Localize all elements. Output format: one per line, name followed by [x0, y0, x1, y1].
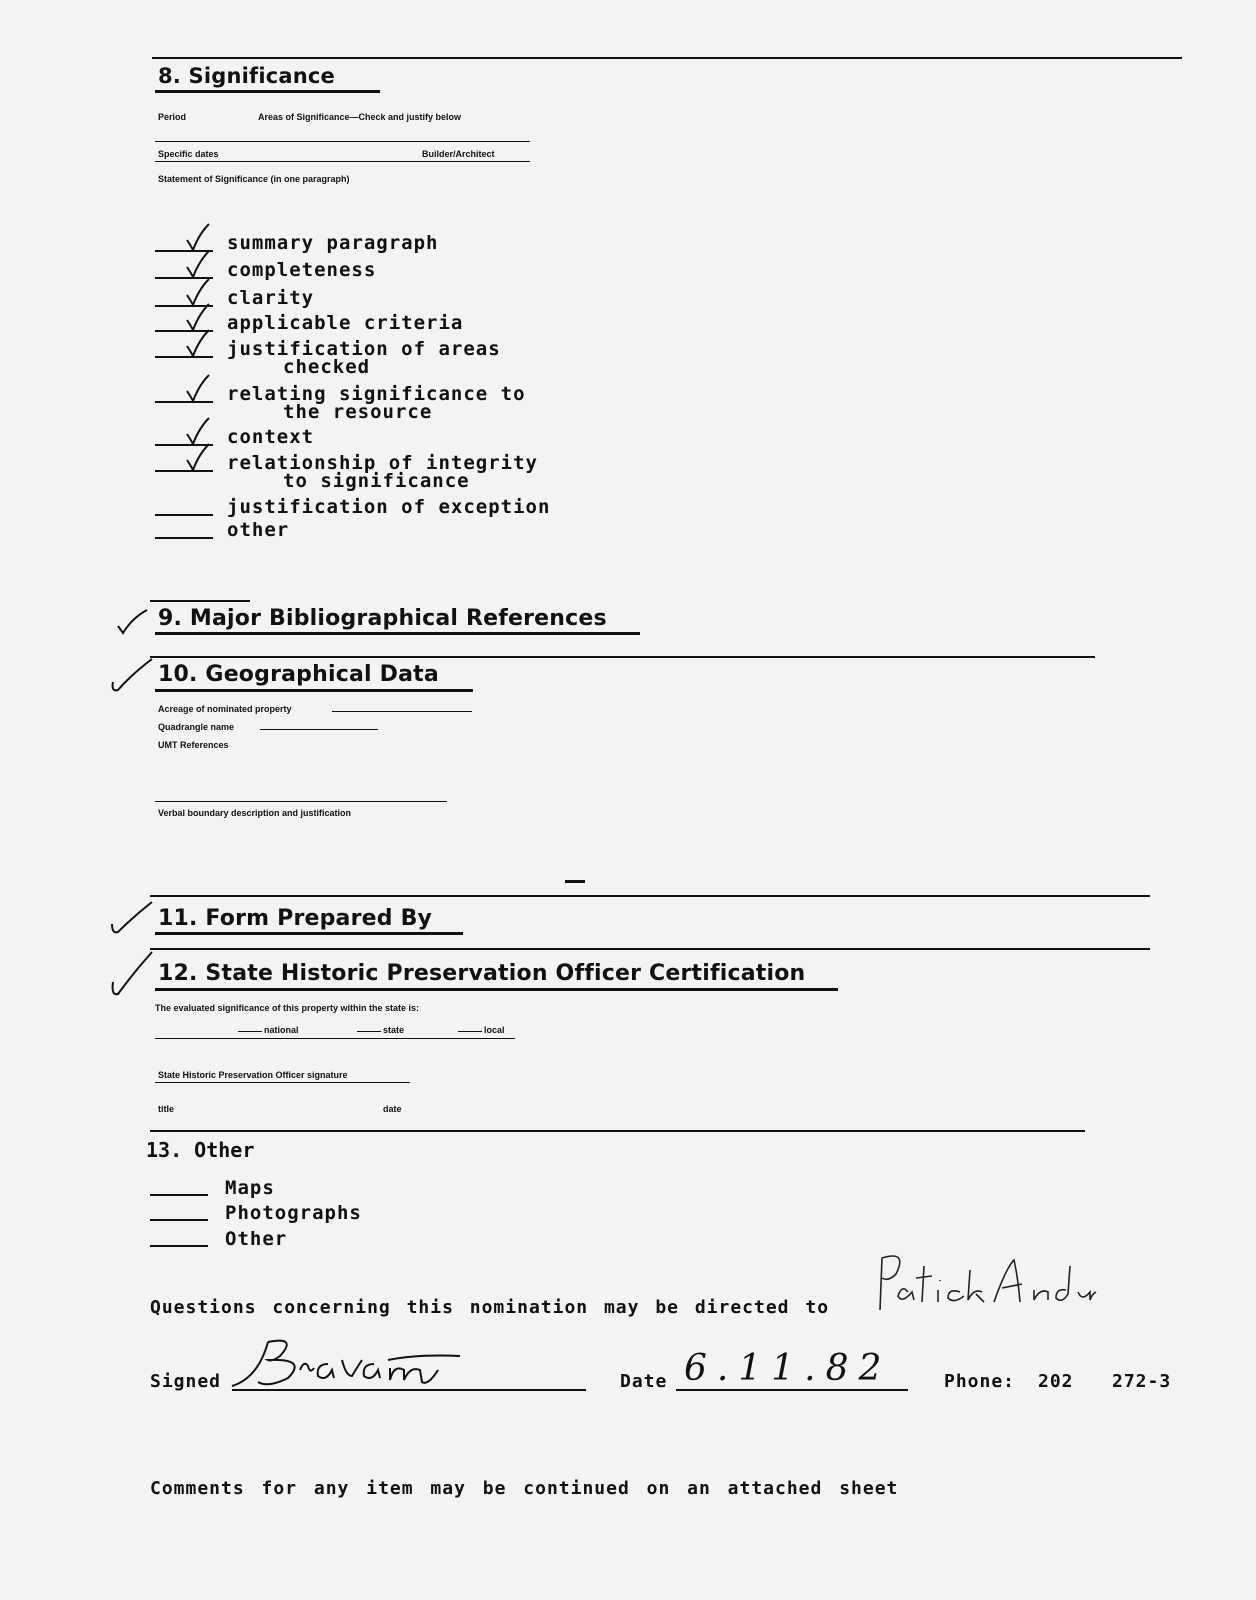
- other-blank[interactable]: [150, 1194, 208, 1196]
- utm-rule: [155, 801, 447, 802]
- evaluated-rule: [155, 1038, 515, 1039]
- checklist-label: other: [227, 519, 290, 541]
- s9-end-rule: [150, 656, 1095, 658]
- signature-label: State Historic Preservation Officer signature: [158, 1070, 348, 1080]
- other-blank[interactable]: [150, 1245, 208, 1247]
- local-blank[interactable]: [458, 1031, 482, 1032]
- checkmark-icon: [114, 608, 150, 636]
- statement-label: Statement of Significance (in one paragraph): [158, 174, 350, 184]
- checklist-label: context: [227, 426, 315, 448]
- s9-short-rule: [150, 600, 250, 602]
- areas-label: Areas of Significance—Check and justify below: [258, 112, 462, 122]
- checklist-blank[interactable]: [155, 537, 213, 539]
- checklist-label-cont: the resource: [283, 401, 433, 423]
- quadrangle-label: Quadrangle name: [158, 722, 235, 732]
- section-8-title: 8. Significance: [158, 64, 335, 88]
- checklist-label: clarity: [227, 287, 315, 309]
- section-10-underline: [155, 689, 473, 692]
- s11-end-rule: [150, 948, 1150, 950]
- section-9-title: 9. Major Bibliographical References: [158, 606, 607, 631]
- section-12-underline: [155, 988, 838, 991]
- period-label: Period: [158, 112, 187, 122]
- section-8-underline: [155, 90, 380, 93]
- section-12-title: 12. State Historic Preservation Officer Certification: [158, 961, 806, 986]
- checkmark-icon: [108, 656, 154, 696]
- checkmark-icon: [183, 249, 213, 279]
- dash-mark: [565, 880, 585, 883]
- date-label: date: [383, 1104, 402, 1114]
- checkmark-icon: [183, 222, 213, 252]
- contact-name-handwriting: [868, 1248, 1098, 1318]
- checkmark-icon: [108, 950, 154, 998]
- evaluated-label: The evaluated significance of this property within the state is:: [155, 1003, 420, 1013]
- checklist-blank[interactable]: [155, 514, 213, 516]
- signature-rule: [155, 1082, 410, 1083]
- s12-end-rule: [150, 1130, 1085, 1132]
- specific-dates-label: Specific dates: [158, 149, 219, 159]
- quadrangle-rule: [260, 729, 378, 730]
- section-13-title: 13. Other: [146, 1138, 255, 1162]
- checklist-label: applicable criteria: [227, 312, 464, 334]
- checklist-label: relating significance to: [227, 383, 526, 405]
- other-item-label: Maps: [225, 1177, 275, 1199]
- section-10-title: 10. Geographical Data: [158, 662, 439, 687]
- section-11-underline: [155, 932, 463, 935]
- checklist-label-cont: to significance: [283, 470, 470, 492]
- state-label: state: [383, 1025, 405, 1035]
- phone-area: 202: [1038, 1371, 1074, 1392]
- national-label: national: [264, 1025, 299, 1035]
- checkmark-icon: [108, 900, 154, 938]
- comments-text: Comments for any item may be continued on an attached sheet: [150, 1478, 899, 1499]
- checklist-label: summary paragraph: [227, 232, 439, 254]
- date-line[interactable]: [676, 1389, 908, 1391]
- title-label: title: [158, 1104, 175, 1114]
- checkmark-icon: [183, 328, 213, 358]
- acreage-label: Acreage of nominated property: [158, 704, 292, 714]
- checkmark-icon: [183, 442, 213, 472]
- date-footer-label: Date: [620, 1371, 668, 1392]
- checklist-label: completeness: [227, 259, 377, 281]
- other-item-label: Other: [225, 1228, 288, 1250]
- checklist-label: justification of areas: [227, 338, 501, 360]
- utm-label: UMT References: [158, 740, 229, 750]
- national-blank[interactable]: [238, 1031, 262, 1032]
- acreage-rule: [332, 711, 472, 712]
- dates-rule: [155, 161, 530, 162]
- phone-label: Phone:: [944, 1371, 1016, 1392]
- checkmark-icon: [183, 373, 213, 403]
- local-label: local: [484, 1025, 505, 1035]
- date-value-handwriting: 6.11.82: [684, 1348, 892, 1389]
- state-blank[interactable]: [357, 1031, 381, 1032]
- top-rule: [152, 57, 1182, 59]
- other-item-label: Photographs: [225, 1202, 362, 1224]
- s10-end-rule: [150, 895, 1150, 897]
- section-9-underline: [155, 632, 640, 635]
- questions-text: Questions concerning this nomination may be directed to: [150, 1297, 830, 1318]
- signed-label: Signed: [150, 1371, 222, 1392]
- section-11-title: 11. Form Prepared By: [158, 906, 433, 931]
- period-rule: [155, 141, 530, 142]
- checklist-label: justification of exception: [227, 496, 551, 518]
- builder-label: Builder/Architect: [422, 149, 495, 159]
- phone-number: 272-3: [1112, 1371, 1172, 1392]
- other-blank[interactable]: [150, 1219, 208, 1221]
- verbal-label: Verbal boundary description and justification: [158, 808, 352, 818]
- signature-handwriting: [228, 1330, 488, 1392]
- checklist-label-cont: checked: [283, 356, 371, 378]
- checklist-label: relationship of integrity: [227, 452, 538, 474]
